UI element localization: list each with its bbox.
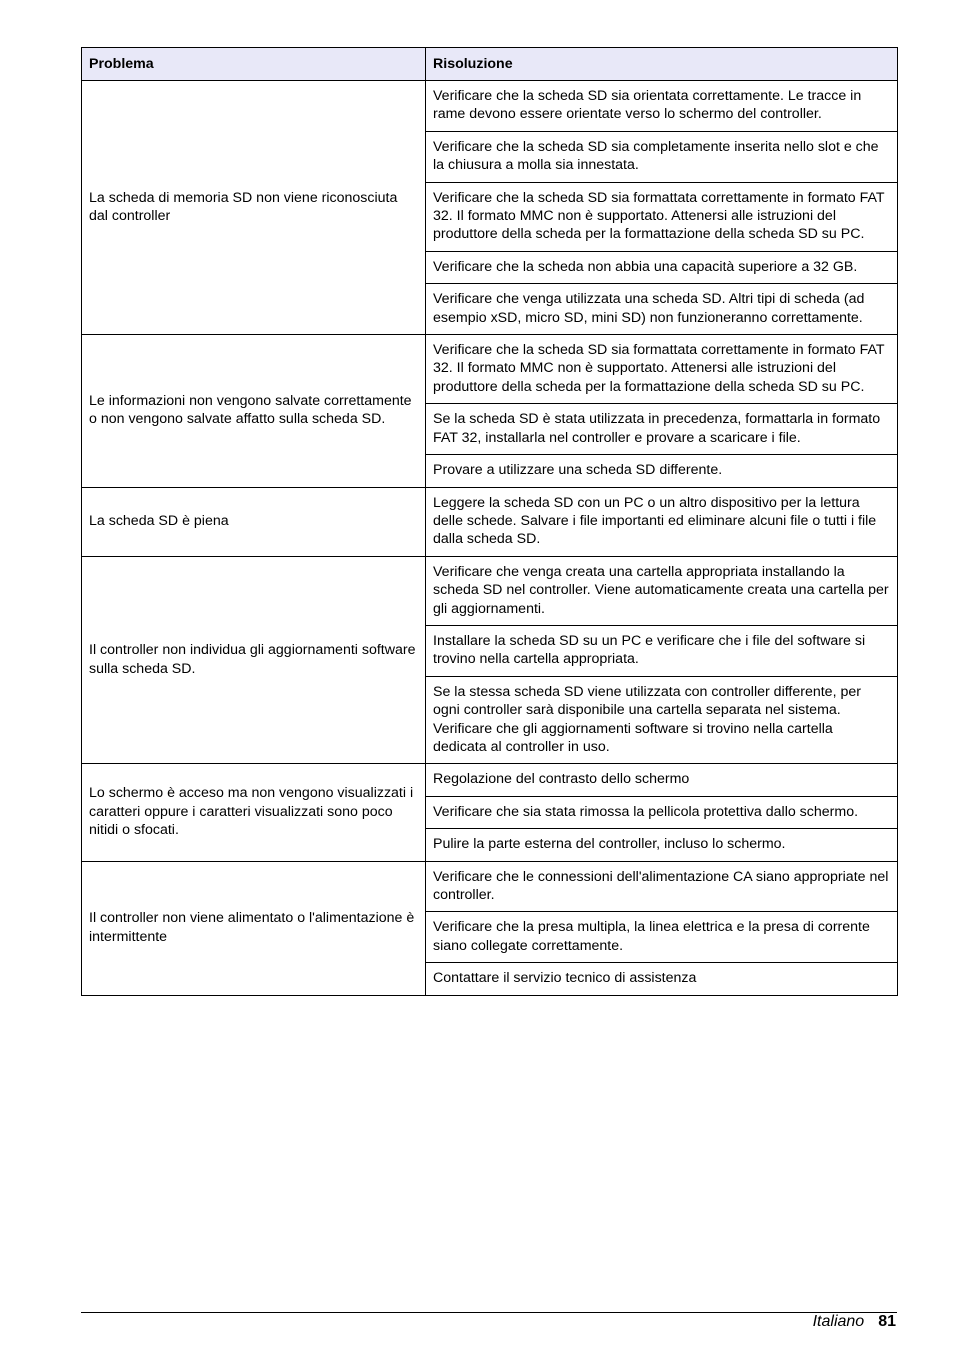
resolution-cell: Verificare che la scheda non abbia una capacità superiore a 32 GB. xyxy=(426,251,898,283)
resolution-cell: Se la scheda SD è stata utilizzata in precedenza, formattarla in formato FAT 32, installarla nel controller e provare a scaricare i file. xyxy=(426,404,898,455)
problem-cell: Il controller non individua gli aggiornamenti software sulla scheda SD. xyxy=(82,556,426,764)
resolution-cell: Leggere la scheda SD con un PC o un altro dispositivo per la lettura delle schede. Salvare i file importanti ed eliminare alcuni file o tutti i file dalla scheda SD. xyxy=(426,487,898,556)
table-body xyxy=(82,81,898,996)
table-row xyxy=(82,861,898,912)
resolution-cell: Verificare che la scheda SD sia completamente inserita nello slot e che la chiusura a molla sia innestata. xyxy=(426,131,898,182)
table-row xyxy=(82,556,898,625)
table-row xyxy=(82,764,898,796)
resolution-cell: Verificare che la presa multipla, la linea elettrica e la presa di corrente siano collegate correttamente. xyxy=(426,912,898,963)
troubleshooting-table xyxy=(81,47,898,996)
resolution-cell: Verificare che sia stata rimossa la pellicola protettiva dallo schermo. xyxy=(426,796,898,828)
resolution-cell: Contattare il servizio tecnico di assistenza xyxy=(426,963,898,995)
table-row xyxy=(82,487,898,556)
resolution-cell: Se la stessa scheda SD viene utilizzata con controller differente, per ogni controller sarà disponibile una cartella separata nel sistema. Verificare che gli aggiornamenti software si trovino nella cartella dedicata al controller in uso. xyxy=(426,676,898,764)
problem-cell: La scheda di memoria SD non viene riconosciuta dal controller xyxy=(82,81,426,335)
problem-cell: La scheda SD è piena xyxy=(82,487,426,556)
footer-language: Italiano xyxy=(812,1313,865,1330)
resolution-cell: Regolazione del contrasto dello schermo xyxy=(426,764,898,796)
resolution-cell: Verificare che la scheda SD sia orientata correttamente. Le tracce in rame devono essere orientate verso lo schermo del controller. xyxy=(426,81,898,132)
footer-divider xyxy=(81,1312,897,1313)
problem-cell: Le informazioni non vengono salvate correttamente o non vengono salvate affatto sulla scheda SD. xyxy=(82,335,426,487)
table-header-row xyxy=(82,48,898,81)
table-row xyxy=(82,81,898,132)
resolution-cell: Verificare che venga utilizzata una scheda SD. Altri tipi di scheda (ad esempio xSD, micro SD, mini SD) non funzioneranno correttamente. xyxy=(426,284,898,335)
resolution-cell: Pulire la parte esterna del controller, incluso lo schermo. xyxy=(426,829,898,861)
resolution-cell: Verificare che la scheda SD sia formattata correttamente in formato FAT 32. Il formato MMC non è supportato. Attenersi alle istruzioni del produttore della scheda per la formattazione della scheda SD su PC. xyxy=(426,335,898,404)
problem-cell: Il controller non viene alimentato o l'alimentazione è intermittente xyxy=(82,861,426,995)
resolution-cell: Provare a utilizzare una scheda SD differente. xyxy=(426,455,898,487)
problem-cell: Lo schermo è acceso ma non vengono visualizzati i caratteri oppure i caratteri visualizzati sono poco nitidi o sfocati. xyxy=(82,764,426,861)
resolution-cell: Installare la scheda SD su un PC e verificare che i file del software si trovino nella cartella appropriata. xyxy=(426,625,898,676)
resolution-cell: Verificare che venga creata una cartella appropriata installando la scheda SD nel controller. Viene automaticamente creata una cartella per gli aggiornamenti. xyxy=(426,556,898,625)
resolution-cell: Verificare che le connessioni dell'alimentazione CA siano appropriate nel controller. xyxy=(426,861,898,912)
header-problem: Problema xyxy=(82,48,426,81)
table-row xyxy=(82,335,898,404)
header-resolution: Risoluzione xyxy=(426,48,898,81)
page-footer xyxy=(813,1312,896,1332)
resolution-cell: Verificare che la scheda SD sia formattata correttamente in formato FAT 32. Il formato MMC non è supportato. Attenersi alle istruzioni del produttore della scheda per la formattazione della scheda SD su PC. xyxy=(426,182,898,251)
page-number: 81 xyxy=(878,1313,896,1330)
